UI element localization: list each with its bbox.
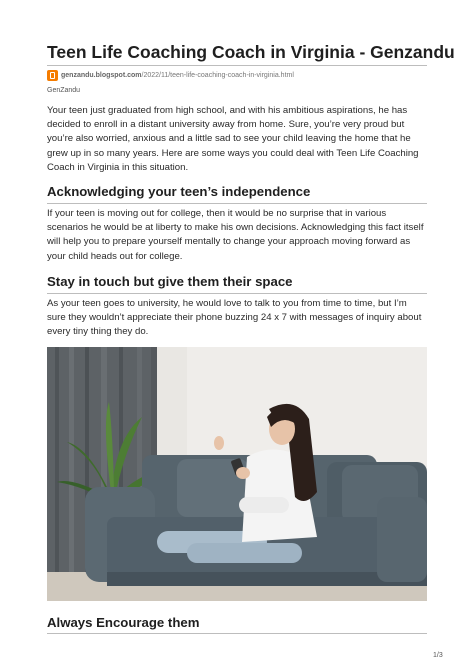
title-divider (47, 65, 427, 66)
stay-in-touch-paragraph: As your teen goes to university, he would love to talk to you from time to time, but I’m sure they wouldn’t appreciate their phone buzzing 24 x 7 with messages of inquiry about every tiny thing they do. (47, 298, 422, 338)
source-line (47, 68, 294, 82)
heading-divider-encourage (47, 633, 427, 634)
heading-stay-in-touch: Stay in touch but give them their space (47, 274, 293, 289)
source-path-link[interactable]: /2022/11/teen-life-coaching-coach-in-virginia.html (141, 71, 294, 79)
heading-encourage: Always Encourage them (47, 615, 200, 630)
page-number: 1/3 (433, 652, 443, 659)
heading-divider-independence (47, 203, 427, 204)
intro-paragraph: Your teen just graduated from high school, and with his ambitious aspirations, he has decided to enroll in a distant university away from home. Sure, you’re very proud but you’re also worried, anxious and a little sad to see your child leaving the home that he grew up in so many years. Here are some ways you could deal with Teen Life Coaching Coach in Virginia in this situation. (47, 105, 419, 173)
blogger-icon (47, 70, 58, 81)
heading-independence: Acknowledging your teen’s independence (47, 184, 311, 199)
heading-divider-stay-in-touch (47, 293, 427, 294)
article-photo (47, 347, 427, 601)
woman-on-sofa-photo (47, 347, 427, 601)
page-title: Teen Life Coaching Coach in Virginia - Genzandu (47, 42, 455, 62)
author-name: GenZandu (47, 87, 81, 94)
independence-paragraph: If your teen is moving out for college, then it would be no surprise that in various scenarios he would be at liberty to make his own decisions. Acknowledging this fact itself will help you to prepare yourself mentally to change your approach moving forward as your child heads out for college. (47, 208, 424, 262)
source-domain-link[interactable]: genzandu.blogspot.com (61, 71, 142, 79)
